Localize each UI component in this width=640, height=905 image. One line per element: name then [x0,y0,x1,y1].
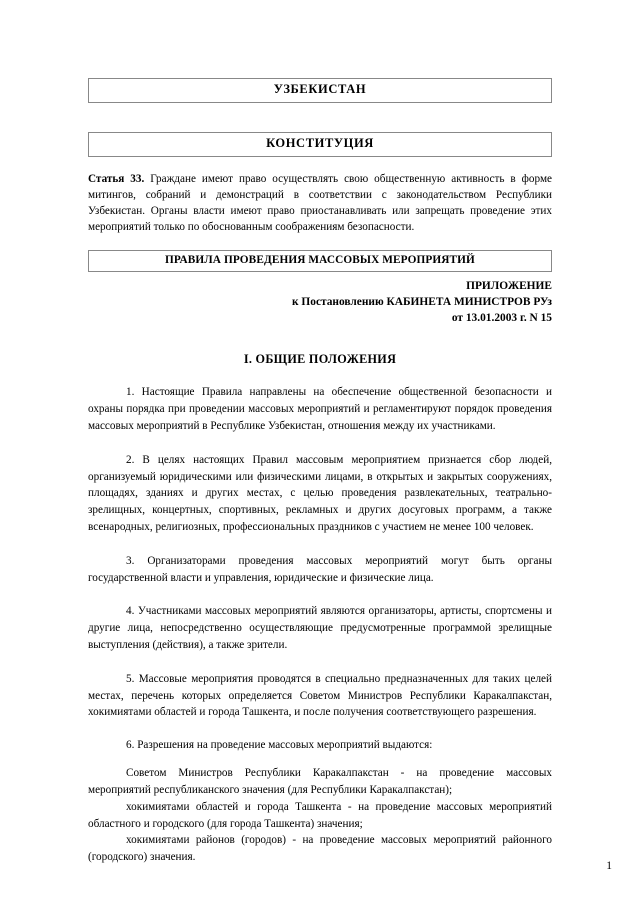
clause-6-item-3: хокимиятами районов (городов) - на проведение массовых мероприятий районного (городского) значения. [88,834,552,864]
document-content [88,0,552,866]
article-33-text: Гражданe имеют право осуществлять свою общественную активность в форме митингов, собраний и демонстраций в соответствии с законодательством Республики Узбекистан. Органы власти имеют право приостанавливать или запрещать проведение этих мероприятий только по обоснованным соображениям безопасности. [88,172,552,234]
section-heading-general-provisions: I. ОБЩИЕ ПОЛОЖЕНИЯ [243,352,397,367]
appendix-line-3: от 13.01.2003 г. N 15 [451,312,552,325]
appendix-line-1: ПРИЛОЖЕНИЕ [466,279,552,292]
appendix-block [88,278,552,327]
article-33-paragraph [88,171,552,236]
clause-6: 6. Разрешения на проведение массовых мероприятий выдаются: [126,739,433,752]
clause-5: 5. Массовые мероприятия проводятся в специально предназначенных для таких целей местах, перечень которых определяется Советом Министров Республики Каракалпакстан, хокимиятами областей и города Ташкента, и после получения соответствующего разрешения. [88,672,552,719]
clause-4: 4. Участниками массовых мероприятий являются организаторы, артисты, спортсмены и другие лица, непосредственно осуществляющие предусмотренные программой зрелищные выступления (действия), а также зрители. [88,605,552,651]
country-title-box: УЗБЕКИСТАН [88,78,552,103]
constitution-title-box: КОНСТИТУЦИЯ [88,132,552,157]
clause-2: 2. В целях настоящих Правил массовым мероприятием признается сбор людей, организуемый юридическими или физическими лицами, в открытых и закрытых сооружениях, площадях, зданиях и других местах, с целью проведения развлекательных, театрально-зрелищных, концертных, спортивных, рекламных и других досуговых программ, а также всенародных, религиозных, профессиональных праздников с участием не менее 100 человек. [88,453,552,533]
clause-3: 3. Организаторами проведения массовых мероприятий могут быть органы государственной власти и управления, юридические и физические лица. [88,554,552,584]
appendix-line-2: к Постановлению КАБИНЕТА МИНИСТРОВ РУз [291,296,552,309]
clause-1: 1. Настоящие Правила направлены на обеспечение общественной безопасности и охраны порядка при проведении массовых мероприятий и регламентируют порядок проведения массовых мероприятий в Республике Узбекистан, отношения между их участниками. [88,386,552,433]
rules-title-box: ПРАВИЛА ПРОВЕДЕНИЯ МАССОВЫХ МЕРОПРИЯТИЙ [88,250,552,271]
clause-6-item-2: хокимиятами областей и города Ташкента - на проведение массовых мероприятий областного и городского (для города Ташкента) значения; [88,800,552,830]
page-number: 1 [606,859,612,872]
article-33-label: Статья 33. [88,172,145,185]
clause-6-sublist [88,765,552,866]
clause-6-item-1: Советом Министров Республики Каракалпакстан - на проведение массовых мероприятий республиканского значения (для Республики Каракалпакстан); [88,767,552,796]
